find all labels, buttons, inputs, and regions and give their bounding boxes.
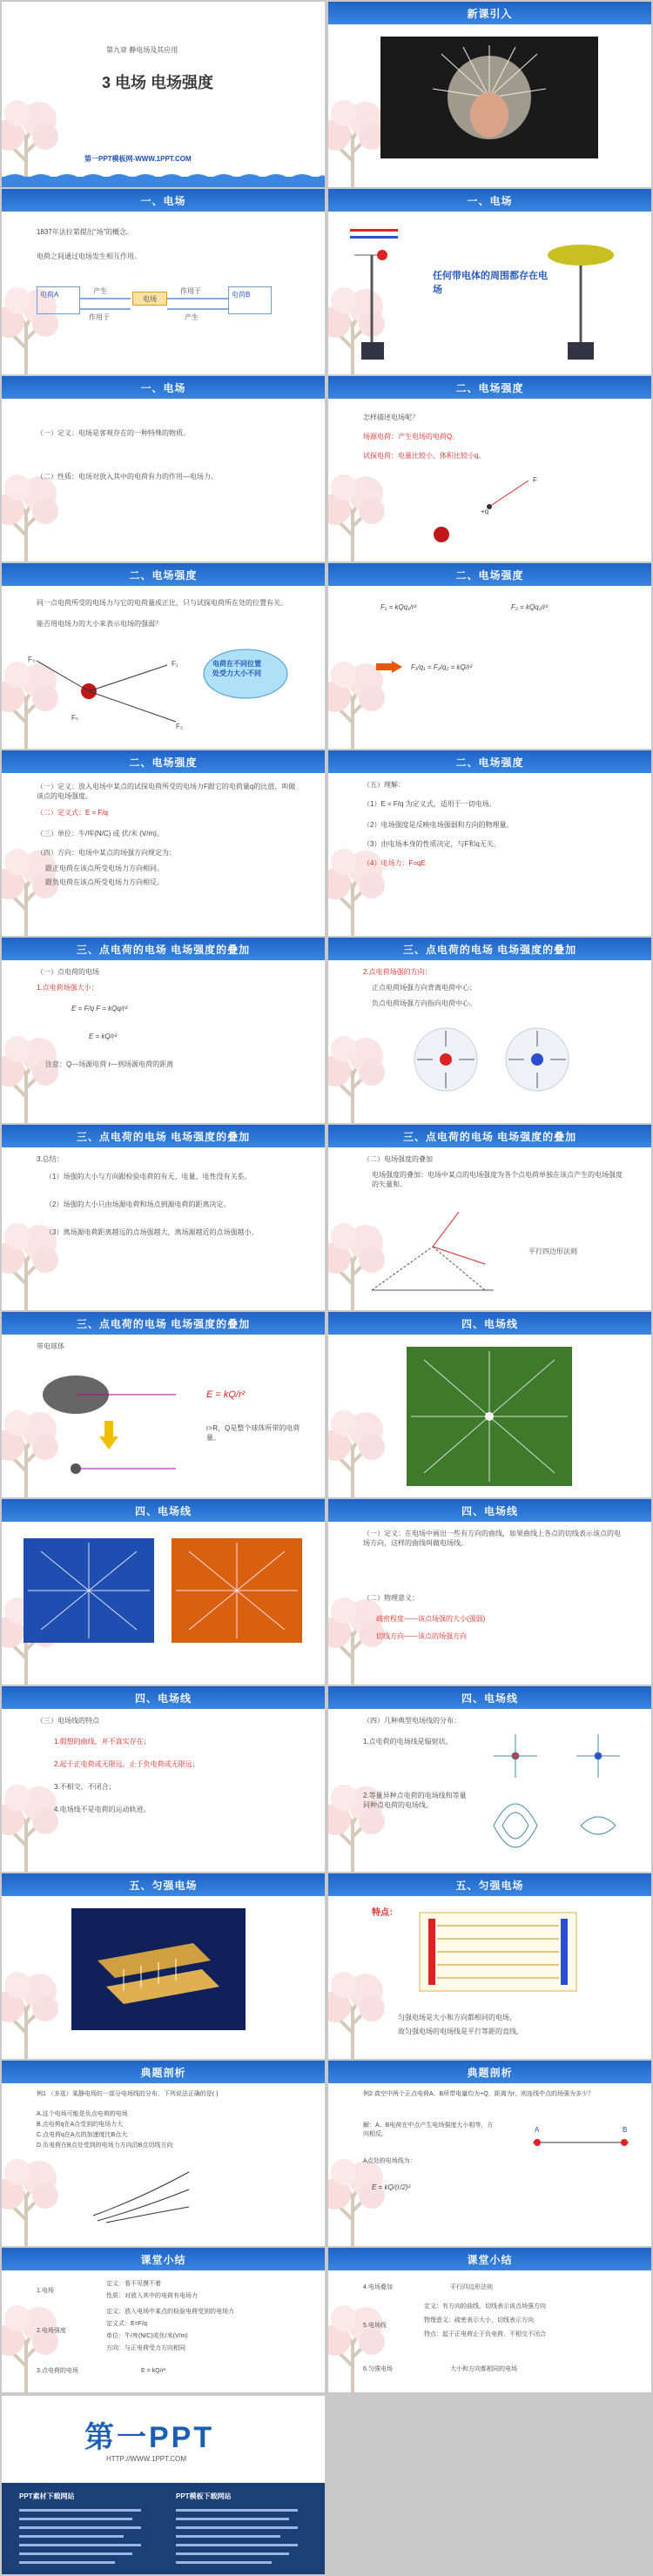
text-line: （1）E = F/q 为定义式，适用于一切电场。 [363, 800, 496, 808]
summary-item: 6.匀强电场 [363, 2366, 393, 2372]
f-label: F [533, 476, 537, 484]
tree-decoration [328, 2305, 387, 2392]
text-line: 2.起于正电荷或无限远，止于负电荷或无限远； [54, 1760, 199, 1768]
text-line: （五）理解： [363, 781, 405, 789]
chapter-label: 第九章 静电场及其应用 [106, 46, 178, 54]
slide-heading: 二、电场强度 [455, 757, 524, 769]
slide-heading: 三、点电荷的电场 电场强度的叠加 [402, 1131, 577, 1143]
text-line: （一）定义：放入电场中某点的试探电荷所受的电场力F跟它的电荷量q的比值，叫做该点的电场强度。 [37, 783, 296, 800]
slide-header [328, 1312, 651, 1335]
text-line: （2）电场强度是反映电场强弱和方向的物理量。 [363, 821, 514, 829]
summary-item: 特点：起于正电荷止于负电荷，不相交不闭合 [424, 2331, 546, 2337]
summary-item: 5.电场线 [363, 2323, 387, 2329]
slide-heading: 二、电场强度 [455, 382, 524, 394]
slide-strength-5 [328, 750, 651, 936]
solution-text: 解：A、B电荷在中点产生电场强度大小相等，方向相反。 [363, 2122, 494, 2137]
summary-item: 定义：有方向的曲线，切线表示该点场强方向 [424, 2304, 546, 2310]
slide-strength-2 [2, 563, 325, 749]
caption: 任何带电体的周围都存在电场 [433, 271, 548, 295]
summary-item: 1.电场 [37, 2288, 54, 2294]
slide-header [328, 376, 651, 399]
equation-1: F₁ = kQq₁/r² [380, 603, 417, 611]
slide-header [328, 2248, 651, 2270]
thought-bubble: 电荷在不同位置处受力大小不同 [212, 660, 261, 677]
text-line: （一）定义：在电场中画出一些有方向的曲线，如果曲线上各点的切线表示该点的电场方向，这样的曲线叫做电场线。 [363, 1530, 621, 1547]
text-line: 跟负电荷在该点所受电场力方向相反。 [45, 878, 164, 886]
source-charge-def: 场源电荷：产生电场的电荷Q。 [363, 433, 460, 441]
lesson-title: 3 电场 电场强度 [102, 74, 214, 91]
slide-heading: 一、电场 [140, 382, 186, 394]
slide-heading: 三、点电荷的电场 电场强度的叠加 [402, 944, 577, 956]
tree-decoration [328, 662, 387, 749]
text-line: 2.等量异种点电荷的电场线和等量同种点电荷的电场线。 [363, 1792, 467, 1809]
slide-header [2, 1499, 325, 1522]
slide-heading: 一、电场 [140, 195, 186, 207]
radial-field-diagrams [407, 1020, 581, 1099]
field-lines-photos [24, 1538, 302, 1643]
slide-field-3 [2, 376, 325, 562]
slide-heading: 课堂小结 [140, 2254, 186, 2266]
charge-b-box: 电荷B [228, 286, 272, 314]
slide-header [2, 189, 325, 212]
summary-item: 物理意义：疏密表示大小，切线表示方向 [424, 2317, 534, 2324]
slide-heading: 二、电场强度 [129, 569, 198, 582]
example-question: 例1 （多选）某静电场的一部分电场线的分布，下列说法正确的是( ) [37, 2091, 219, 2097]
text-line: 能否用电场力的大小来表示电场的强弱？ [37, 620, 162, 628]
text-line: （四）几种典型电场线的分布： [363, 1717, 461, 1725]
field-line-sketch [89, 2163, 193, 2224]
slide-heading: 二、电场强度 [455, 569, 524, 582]
uniform-field-diagram [415, 1908, 581, 1995]
links-area [2, 2483, 325, 2574]
text-line: （3）离场源电荷距离越远的点场强越大，离场源越近的点场强越小。 [45, 1228, 259, 1236]
tree-decoration [2, 849, 61, 936]
text-line: 同一点电荷所受的电场力与它的电荷量成正比，只与试探电荷所在处的位置有关。 [37, 599, 287, 607]
text-line: 1.点电荷场强大小： [37, 984, 98, 992]
sphere-formula: E = kQ/r² [206, 1389, 246, 1400]
test-charge-def: 试探电荷：电量比较小、体积比较小q。 [363, 452, 486, 460]
text-line: 切线方向——该点的场强方向 [376, 1632, 467, 1640]
slide-point-charge-1 [2, 938, 325, 1123]
slide-header [328, 1125, 651, 1147]
parallelogram-rule: 平行四边形法则 [528, 1248, 577, 1255]
arrow-label: 作用于 [180, 287, 201, 295]
slide-heading: 三、点电荷的电场 电场强度的叠加 [76, 1131, 251, 1143]
slide-field-lines-1 [328, 1312, 651, 1497]
hair-experiment-photo [380, 37, 598, 158]
summary-item: 方向：与正电荷受力方向相同 [106, 2345, 185, 2351]
q-label: +q [481, 508, 489, 515]
text-line: （2）场强的大小只由场源电荷和场点到源电荷的距离决定。 [45, 1201, 231, 1208]
definition-text: （一）定义：电场是客观存在的一种特殊的物质。 [37, 429, 190, 437]
note: 注意：Q—场源电荷 r—到场源电荷的距离 [45, 1060, 174, 1068]
summary-item: 性质：对放入其中的电荷有电场力 [106, 2293, 198, 2299]
feature-label: 特点： [372, 1908, 398, 1918]
formula: E = F/q F = kQq/r² [71, 1005, 128, 1012]
tree-decoration [328, 1597, 387, 1685]
slide-header [2, 563, 325, 586]
text-line: （三）单位：牛/库(N/C) 或 伏/米 (V/m)。 [37, 830, 164, 837]
slide-uniform-field-2 [328, 1873, 651, 2059]
option-b: B.点电荷q在A点受到的电场力大 [37, 2122, 124, 2128]
f1-label: F₁ [172, 660, 178, 668]
arrow-label: 产生 [185, 313, 199, 321]
summary-item: 定义：放入电场中某点的检验电荷受到的电场力 [106, 2309, 234, 2315]
tree-decoration [328, 1410, 387, 1497]
summary-item: 3.点电荷的电场 [37, 2368, 78, 2374]
slide-example-1 [2, 2061, 325, 2246]
slide-heading: 典题剖析 [467, 2067, 513, 2079]
slide-header [328, 1499, 651, 1522]
text-line: 3.不相交，不闭合； [54, 1783, 116, 1791]
formula: E = kQ/r² [89, 1032, 118, 1040]
slide-field-lines-5 [328, 1686, 651, 1872]
slide-header [2, 2248, 325, 2270]
summary-item: 大小和方向都相同的电场 [450, 2366, 517, 2372]
slide-header [2, 1686, 325, 1709]
question: 怎样描述电场呢？ [363, 414, 419, 421]
slide-field-1 [2, 189, 325, 374]
slide-summary-1 [2, 2248, 325, 2392]
charged-sphere-diagram [37, 1355, 193, 1486]
sphere-note: r>R，Q是整个球体所带的电荷量。 [206, 1424, 300, 1442]
charge-b-label: B [623, 2126, 628, 2134]
footer-promo [2, 2396, 325, 2574]
slide-field-lines-4 [2, 1686, 325, 1872]
slide-field-lines-3 [328, 1499, 651, 1685]
slide-intro [328, 2, 651, 187]
slide-point-charge-3 [2, 1125, 325, 1310]
footer-logo: 第一PPT [84, 2421, 215, 2454]
slide-header [2, 1312, 325, 1335]
text-line: 疏密程度——该点场强的大小(强弱) [376, 1615, 486, 1623]
footer-url[interactable]: HTTP://WWW.1PPT.COM [106, 2455, 186, 2463]
text-line: （二）物理意义： [363, 1594, 419, 1602]
slide-heading: 三、点电荷的电场 电场强度的叠加 [76, 944, 251, 956]
wave-footer [2, 170, 325, 187]
slide-heading: 四、电场线 [461, 1505, 518, 1517]
property-text: （二）性质：电场对放入其中的电荷有力的作用—电场力。 [37, 473, 218, 481]
slide-superposition [328, 1125, 651, 1310]
charge-a-box: 电荷A [37, 286, 80, 314]
solution-formula: E = kQ/(r/2)² [372, 2183, 411, 2191]
tree-decoration [328, 1036, 387, 1123]
slide-header [328, 2061, 651, 2083]
slide-title [2, 2, 325, 187]
tree-decoration [2, 2305, 61, 2392]
slide-header [328, 189, 651, 212]
slide-header [328, 563, 651, 586]
footer-heading: PPT素材下载网站 [19, 2492, 75, 2500]
slide-strength-1 [328, 376, 651, 562]
text-line: （1）场强的大小与方向跟检验电荷的有无、电量、电性没有关系。 [45, 1173, 252, 1180]
text-line: 1.假想的曲线，并不真实存在； [54, 1738, 151, 1745]
tree-decoration [328, 474, 387, 562]
slide-field-lines-2 [2, 1499, 325, 1685]
f2-label: F₂ [176, 723, 183, 730]
slide-heading: 典题剖析 [140, 2067, 186, 2079]
slide-header [2, 1125, 325, 1147]
slide-point-charge-2 [328, 938, 651, 1123]
slide-summary-2 [328, 2248, 651, 2392]
field-box: 电场 [132, 292, 167, 306]
fn-label: Fₙ [71, 714, 79, 722]
text-line: 电场强度的叠加：电场中某点的电场强度为各个点电荷单独在该点产生的电场强度的矢量和。 [372, 1171, 623, 1188]
slide-strength-4 [2, 750, 325, 936]
slide-header [328, 938, 651, 960]
slide-header [328, 1686, 651, 1709]
text-line: （二）电场强度的叠加 [363, 1155, 433, 1163]
f3-label: F₃ [28, 656, 36, 663]
option-c: C.点电荷q在A点的加速度比B点大 [37, 2132, 128, 2138]
summary-item: 定义式：E=F/q [106, 2321, 147, 2327]
capacitor-photo [71, 1908, 246, 2030]
tree-decoration [2, 1785, 61, 1872]
charges-line-diagram [524, 2130, 637, 2156]
force-diagram [28, 635, 306, 748]
field-lines-photo [407, 1347, 572, 1486]
solution-text: A点处的电场线为： [363, 2158, 416, 2164]
site-label: 第一PPT模板网-WWW.1PPT.COM [84, 155, 192, 163]
slide-field-2 [328, 189, 651, 374]
summary-item: 4.电场叠加 [363, 2284, 393, 2290]
slide-uniform-field-1 [2, 1873, 325, 2059]
slide-heading: 四、电场线 [461, 1318, 518, 1330]
slide-heading: 课堂小结 [467, 2254, 513, 2266]
tree-decoration [2, 1036, 61, 1123]
slide-header [328, 2, 651, 24]
text-line: 1837年法拉第提出“场”的概念。 [37, 228, 134, 236]
slide-point-charge-4 [2, 1312, 325, 1497]
equation-3: F₁/q₁ = F₂/q₂ = kQ/r² [411, 663, 473, 671]
text-line: 1.点电荷的电场线是辐射状。 [363, 1738, 453, 1745]
text-line: 4.电场线不是电荷的运动轨迹。 [54, 1806, 151, 1813]
text-line: 2.点电荷场强的方向： [363, 968, 432, 976]
feature-text: 匀强电场是大小和方向都相同的电场， [398, 2014, 516, 2021]
slide-header [328, 1873, 651, 1896]
text-line: （二）定义式：E = F/q [37, 809, 109, 817]
slide-header [2, 938, 325, 960]
text-line: 正点电荷场强方向背离电荷中心； [372, 984, 476, 992]
text-line: （3）由电场本身的性质决定，与F和q无关。 [363, 840, 501, 848]
slide-heading: 四、电场线 [134, 1692, 192, 1705]
equation-2: F₂ = kQq₂/r² [511, 603, 549, 611]
slide-heading: 四、电场线 [461, 1692, 518, 1705]
logo-area [2, 2396, 325, 2483]
slide-heading: 一、电场 [467, 195, 513, 207]
summary-item: 2.电场强度 [37, 2328, 66, 2334]
slide-heading: 五、匀强电场 [129, 1880, 198, 1892]
slide-heading: 三、点电荷的电场 电场强度的叠加 [76, 1318, 251, 1330]
tree-decoration [2, 2159, 61, 2246]
tree-decoration [328, 100, 387, 187]
option-a: A.这个电场可能是负点电荷的电场 [37, 2111, 128, 2117]
text-line: 跟正电荷在该点所受电场力方向相同。 [45, 864, 164, 872]
arrow-label: 作用于 [89, 313, 110, 321]
text-line: （一）点电荷的电场 [37, 968, 99, 976]
arrow-icon [376, 661, 402, 673]
slide-header [328, 750, 651, 773]
text-line: （三）电场线的特点 [37, 1717, 99, 1725]
tree-decoration [328, 1972, 387, 2059]
text-line: 3.总结： [37, 1155, 64, 1163]
test-charge-diagram [415, 463, 589, 559]
option-d: D.负电荷在B点处受到的电场力方向沿B点切线方向 [37, 2142, 173, 2149]
text-line: 电荷之间通过电场发生相互作用。 [37, 252, 141, 260]
tree-decoration [328, 2159, 387, 2246]
slide-header [2, 1873, 325, 1896]
tree-decoration [2, 1972, 61, 2059]
slide-strength-3 [328, 563, 651, 749]
text-line: 负点电荷场强方向指向电荷中心。 [372, 999, 476, 1007]
feature-text: 故匀强电场的电场线是平行等距的直线。 [398, 2028, 523, 2035]
slide-heading: 五、匀强电场 [455, 1880, 524, 1892]
tree-decoration [2, 474, 61, 562]
summary-item: 单位：牛/库(N/C)或伏/米(V/m) [106, 2333, 188, 2339]
slide-header [2, 2061, 325, 2083]
slide-heading: 四、电场线 [134, 1505, 192, 1517]
summary-item: 平行四边形法则 [450, 2284, 493, 2290]
summary-item: 定义：看不见摸不着 [106, 2281, 161, 2287]
slide-header [2, 376, 325, 399]
text-line: 带电球体 [37, 1342, 64, 1350]
slide-example-2 [328, 2061, 651, 2246]
summary-item: E = kQ/r² [141, 2368, 166, 2374]
footer-link-lines [19, 2509, 306, 2570]
text-line: （四）方向：电场中某点的场强方向规定为： [37, 849, 176, 857]
slide-header [2, 750, 325, 773]
arrow-label: 产生 [93, 287, 107, 295]
example-question: 例2 真空中两个正点电荷A、B所带电量均为+Q，距离为r，则连线中点的场强为多少？ [363, 2091, 595, 2097]
slide-heading: 二、电场强度 [129, 757, 198, 769]
slide-heading: 新课引入 [467, 8, 513, 20]
text-line: （4）电场力：F=qE [363, 859, 426, 867]
charge-a-label: A [535, 2126, 540, 2134]
footer-heading: PPT模板下载网站 [176, 2492, 232, 2500]
vector-sum-diagram [363, 1203, 502, 1299]
typical-field-lines-diagram [476, 1730, 642, 1860]
